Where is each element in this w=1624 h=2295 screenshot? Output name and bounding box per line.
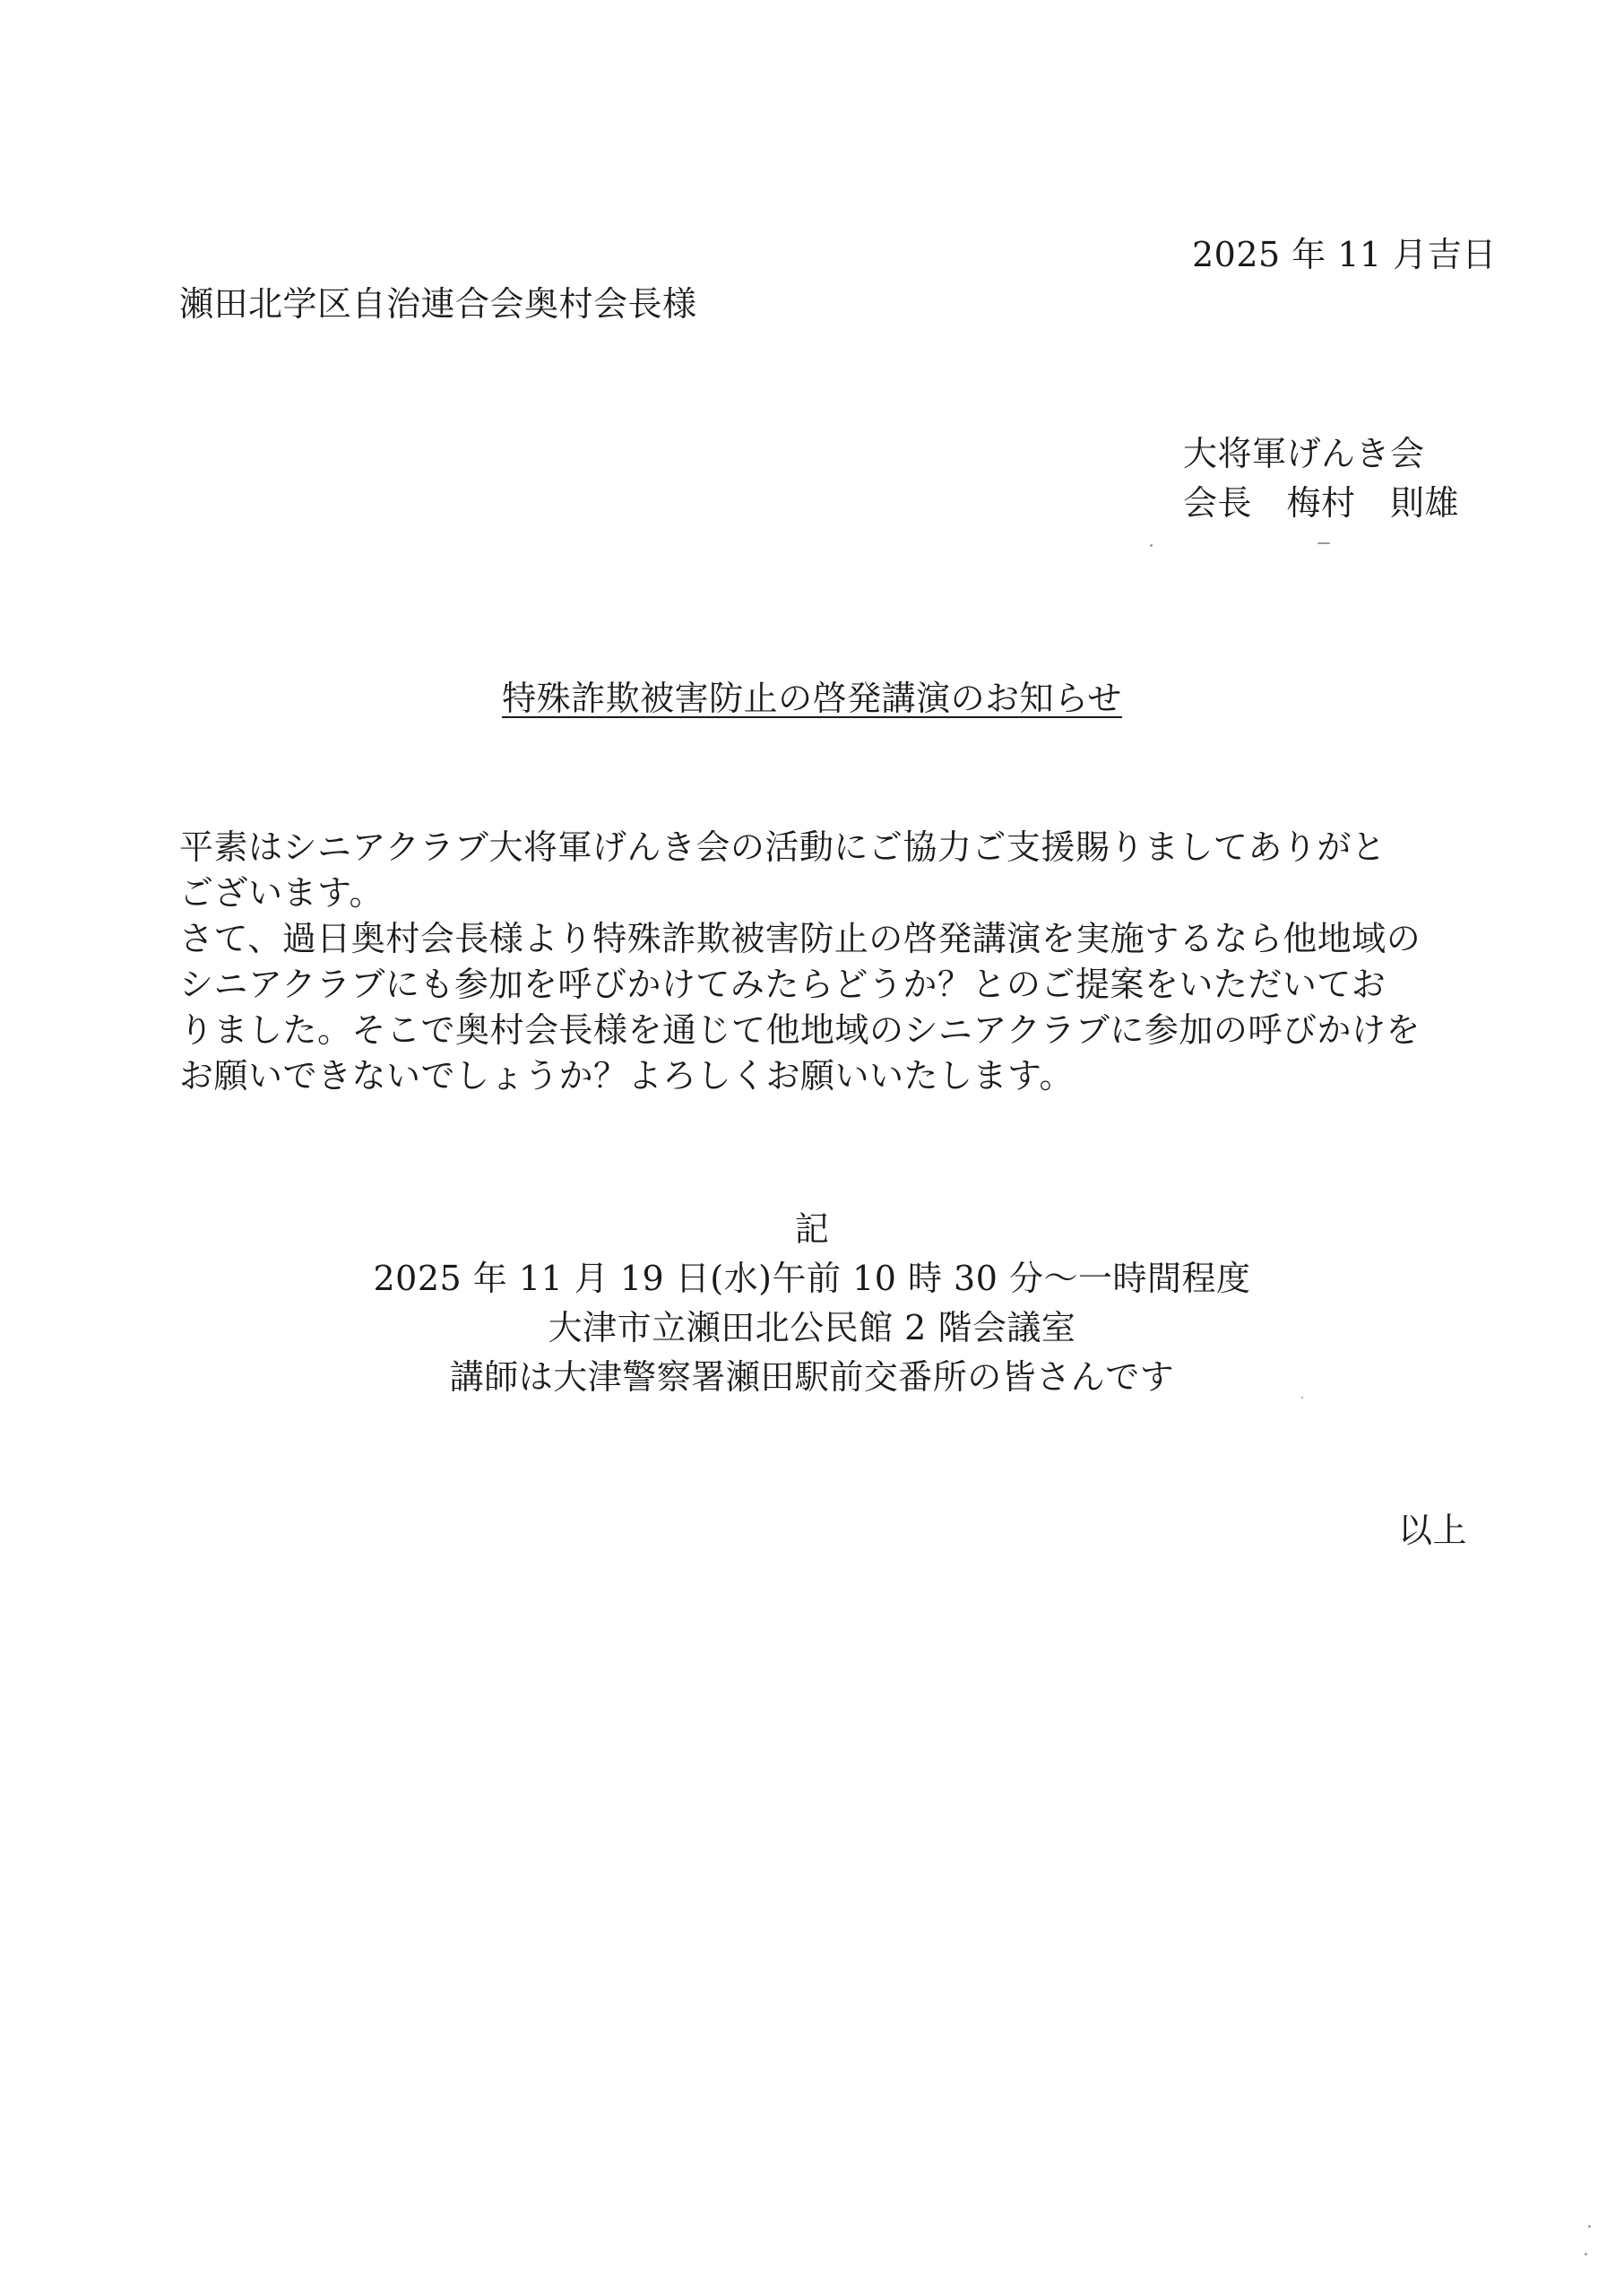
scan-speck — [1301, 1397, 1303, 1399]
body-line: りました。そこで奥村会長様を通じて他地域のシニアクラブに参加の呼びかけを — [179, 1010, 1421, 1050]
scan-speck — [1588, 2225, 1591, 2228]
body-line: さて、過日奥村会長様より特殊詐欺被害防止の啓発講演を実施するなら他地域の — [179, 919, 1421, 958]
scan-speck — [1585, 2253, 1587, 2256]
letter-title-text: 特殊詐欺被害防止の啓発講演のお知らせ — [502, 679, 1122, 718]
letter-body — [179, 825, 1470, 1099]
closing-mark: 以上 — [1398, 1511, 1468, 1550]
body-line: シニアクラブにも参加を呼びかけてみたらどうか？とのご提案をいただいてお — [179, 965, 1386, 1004]
event-lecturer: 講師は大津警察署瀬田駅前交番所の皆さんです — [449, 1357, 1175, 1397]
recipient: 瀬田北学区自治連合会奥村会長様 — [179, 284, 697, 324]
scan-speck — [1150, 544, 1153, 547]
body-line: 平素はシニアクラブ大将軍げんき会の活動にご協力ご支援賜りましてありがと — [179, 827, 1386, 867]
sender-name: 会長 梅村 則雄 — [1183, 483, 1460, 523]
letter-title — [0, 679, 1624, 718]
scan-speck — [1317, 542, 1330, 544]
body-line: ございます。 — [179, 873, 384, 913]
event-venue: 大津市立瀬田北公民館 2 階会議室 — [548, 1308, 1076, 1347]
ki-heading: 記 — [794, 1209, 830, 1249]
body-line: お願いできないでしょうか？よろしくお願いいたします。 — [179, 1056, 1074, 1096]
event-datetime: 2025 年 11 月 19 日(水)午前 10 時 30 分～一時間程度 — [373, 1259, 1251, 1298]
sender-organization: 大将軍げんき会 — [1183, 434, 1425, 473]
letter-date: 2025 年 11 月吉日 — [1192, 235, 1497, 274]
